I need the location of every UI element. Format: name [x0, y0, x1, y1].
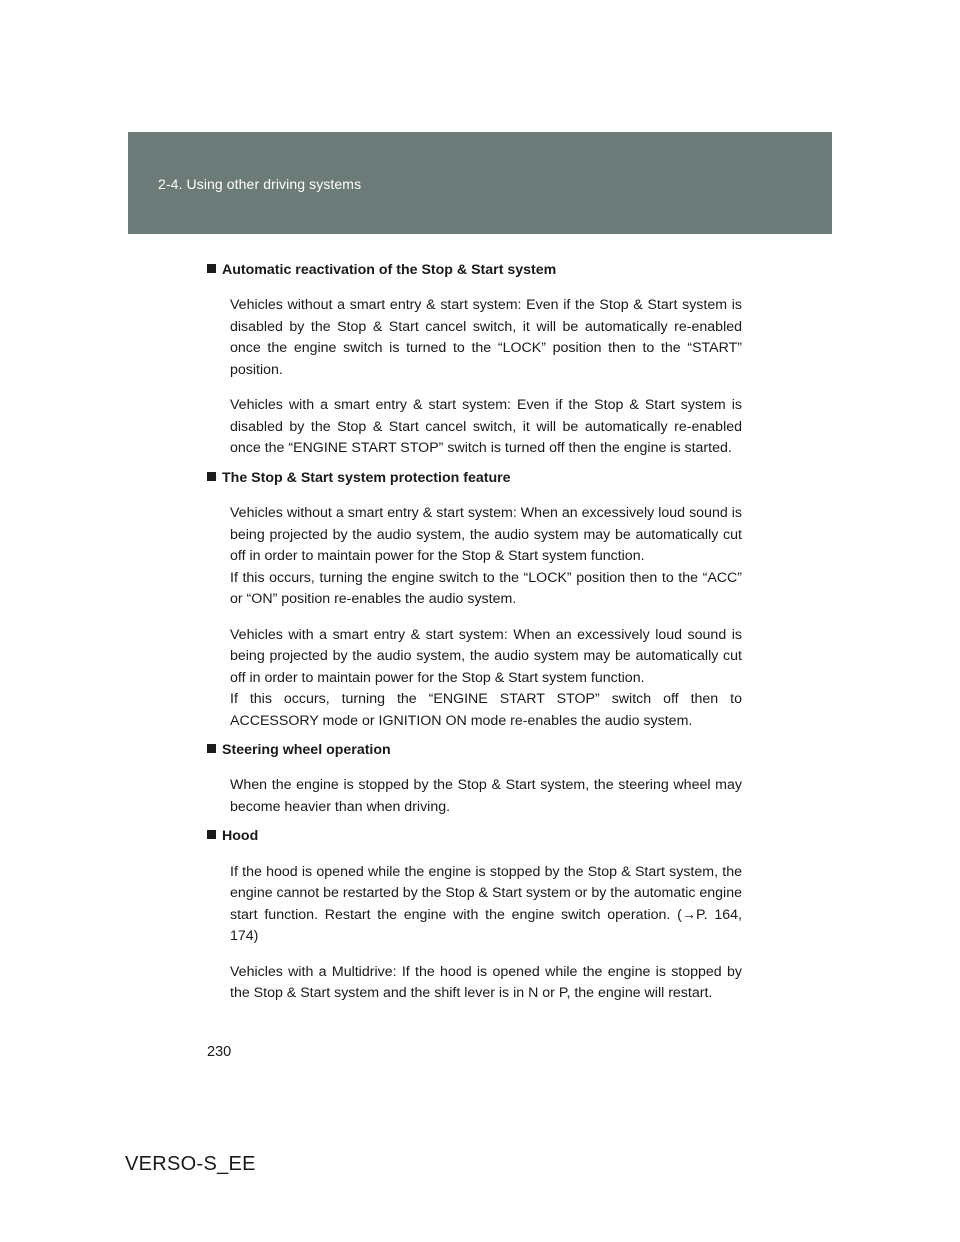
paragraph: Vehicles without a smart entry & start system: Even if the Stop & Start system is disabled by the Stop & Start cancel switch, it will be automatically re-enabled once the engine switch is turned to the “LOCK” position then to the “START” position.: [230, 297, 742, 378]
section-heading: [207, 260, 742, 281]
paragraph-line: Vehicles with a smart entry & start system: When an excessively loud sound is being projected by the audio system, the audio system may be automatically cut off in order to maintain power for the Stop & Start system function.: [230, 626, 742, 686]
paragraph-line: If this occurs, turning the “ENGINE START STOP” switch off then to ACCESSORY mode or IGNITION ON mode re-enables the audio system.: [230, 691, 742, 729]
section-auto-reactivation: [207, 260, 742, 460]
heading-text: Hood: [222, 828, 259, 845]
square-bullet-icon: [207, 264, 216, 273]
paragraph-line: Vehicles without a smart entry & start system: When an excessively loud sound is being projected by the audio system, the audio system may be automatically cut off in order to maintain power for the Stop & Start system function.: [230, 505, 742, 565]
section-heading: [207, 826, 742, 847]
square-bullet-icon: [207, 830, 216, 839]
paragraph: Vehicles with a Multidrive: If the hood is opened while the engine is stopped by the Stop & Start system and the shift lever is in N or P, the engine will restart.: [230, 963, 742, 1002]
paragraph-line: If this occurs, turning the engine switch to the “LOCK” position then to the “ACC” or “ON” position re-enables the audio system.: [230, 569, 742, 608]
header-band: [128, 132, 832, 234]
page-number: 230: [207, 1044, 232, 1060]
heading-text: Steering wheel operation: [222, 742, 391, 759]
paragraph: Vehicles with a smart entry & start system: Even if the Stop & Start system is disabled by the Stop & Start cancel switch, it will be automatically re-enabled once the “ENGINE START STOP” switch is turned off then the engine is started.: [230, 397, 742, 457]
section-steering-wheel: [207, 740, 742, 818]
page-content: [207, 260, 742, 1013]
section-heading: [207, 740, 742, 761]
square-bullet-icon: [207, 472, 216, 481]
heading-text: The Stop & Start system protection feature: [222, 469, 511, 486]
section-heading: [207, 468, 742, 489]
paragraph: When the engine is stopped by the Stop & Start system, the steering wheel may become heavier than when driving.: [230, 777, 742, 815]
square-bullet-icon: [207, 744, 216, 753]
model-code: VERSO-S_EE: [125, 1153, 256, 1175]
paragraph: If the hood is opened while the engine is stopped by the Stop & Start system, the engine cannot be restarted by the Stop & Start system or by the automatic engine start function. Restart the engine with the engine switch operation. (→P. 164, 174): [230, 863, 742, 945]
heading-text: Automatic reactivation of the Stop & Start system: [222, 262, 557, 278]
section-title: 2-4. Using other driving systems: [158, 176, 362, 192]
paragraph: [230, 625, 742, 733]
section-protection-feature: [207, 468, 742, 732]
paragraph: [230, 503, 742, 611]
section-hood: [207, 826, 742, 1004]
